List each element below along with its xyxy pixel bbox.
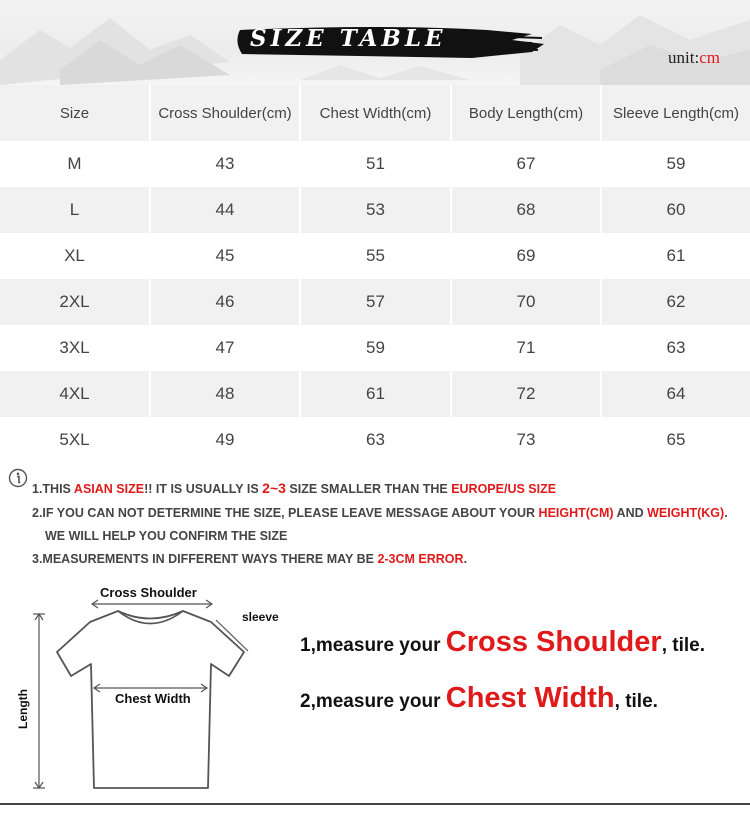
table-header-row: [0, 85, 750, 141]
note-text: .: [463, 552, 468, 566]
note-text: .: [724, 506, 728, 520]
table-row: [0, 233, 750, 279]
info-icon: [8, 468, 28, 488]
table-cell: 51: [301, 141, 452, 187]
table-cell: 59: [301, 325, 452, 371]
instruction-highlight: Chest Width: [445, 682, 615, 714]
table-cell: 61: [602, 233, 750, 279]
instruction-chest-width: [300, 682, 658, 715]
table-cell: 69: [452, 233, 602, 279]
table-cell: 64: [602, 371, 750, 417]
table-row: [0, 187, 750, 233]
table-cell: 3XL: [0, 325, 151, 371]
table-cell: 72: [452, 371, 602, 417]
note-line-2: [32, 506, 728, 520]
table-cell: 63: [602, 325, 750, 371]
cross-shoulder-label: Cross Shoulder: [100, 585, 197, 600]
divider-line: [0, 803, 750, 805]
table-cell: 65: [602, 417, 750, 463]
instruction-text: , tile.: [614, 691, 658, 712]
table-cell: L: [0, 187, 151, 233]
chest-width-label: Chest Width: [115, 691, 191, 706]
note-line-1: [32, 480, 556, 496]
length-label: Length: [16, 689, 30, 729]
table-cell: 71: [452, 325, 602, 371]
table-cell: 46: [151, 279, 301, 325]
note-text: 2.IF YOU CAN NOT DETERMINE THE SIZE, PLEASE LEAVE MESSAGE ABOUT YOUR: [32, 506, 539, 520]
table-cell: 68: [452, 187, 602, 233]
table-cell: 60: [602, 187, 750, 233]
size-table-header: [0, 0, 750, 85]
instruction-text: 1,measure your: [300, 635, 446, 656]
page-title: SIZE TABLE: [250, 25, 447, 52]
table-cell: 47: [151, 325, 301, 371]
table-cell: 55: [301, 233, 452, 279]
column-header: Sleeve Length(cm): [602, 85, 750, 141]
note-highlight: WEIGHT(KG): [647, 506, 725, 520]
column-header: Cross Shoulder(cm): [151, 85, 301, 141]
note-text: 3.MEASUREMENTS IN DIFFERENT WAYS THERE MAY BE: [32, 552, 378, 566]
instruction-cross-shoulder: [300, 626, 705, 659]
table-cell: 45: [151, 233, 301, 279]
note-highlight: ASIAN SIZE: [73, 482, 145, 496]
table-cell: 5XL: [0, 417, 151, 463]
table-row: [0, 325, 750, 371]
table-cell: 53: [301, 187, 452, 233]
table-row: [0, 371, 750, 417]
note-text: 1.THIS: [32, 482, 74, 496]
table-cell: 43: [151, 141, 301, 187]
note-highlight: 2~3: [262, 480, 286, 496]
unit-value: cm: [699, 48, 720, 67]
instruction-text: 2,measure your: [300, 691, 446, 712]
column-header: Body Length(cm): [452, 85, 602, 141]
note-highlight: 2-3CM ERROR: [377, 552, 464, 566]
table-cell: 63: [301, 417, 452, 463]
column-header: Chest Width(cm): [301, 85, 452, 141]
table-row: [0, 279, 750, 325]
table-cell: 44: [151, 187, 301, 233]
table-cell: 57: [301, 279, 452, 325]
table-cell: 2XL: [0, 279, 151, 325]
table-row: [0, 141, 750, 187]
table-row: [0, 417, 750, 463]
table-cell: 62: [602, 279, 750, 325]
table-cell: 67: [452, 141, 602, 187]
unit-label: [668, 48, 720, 68]
measurement-diagram: [0, 578, 750, 822]
table-cell: 59: [602, 141, 750, 187]
note-line-2b: WE WILL HELP YOU CONFIRM THE SIZE: [45, 529, 288, 543]
note-line-3: [32, 552, 467, 566]
title-banner: [232, 22, 544, 62]
size-table: [0, 85, 750, 463]
table-cell: XL: [0, 233, 151, 279]
table-cell: 49: [151, 417, 301, 463]
table-cell: 70: [452, 279, 602, 325]
note-text: AND: [613, 506, 648, 520]
note-highlight: HEIGHT(CM): [538, 506, 614, 520]
table-cell: 61: [301, 371, 452, 417]
note-highlight: EUROPE/US SIZE: [451, 482, 557, 496]
table-cell: 48: [151, 371, 301, 417]
column-header: Size: [0, 85, 151, 141]
table-cell: M: [0, 141, 151, 187]
instruction-text: , tile.: [661, 635, 705, 656]
note-text: SIZE SMALLER THAN THE: [285, 482, 452, 496]
table-cell: 73: [452, 417, 602, 463]
table-cell: 4XL: [0, 371, 151, 417]
instruction-highlight: Cross Shoulder: [445, 626, 662, 658]
note-text: !! IT IS USUALLY IS: [144, 482, 263, 496]
sleeve-label: sleeve: [242, 610, 279, 624]
unit-prefix: unit:: [668, 48, 700, 67]
